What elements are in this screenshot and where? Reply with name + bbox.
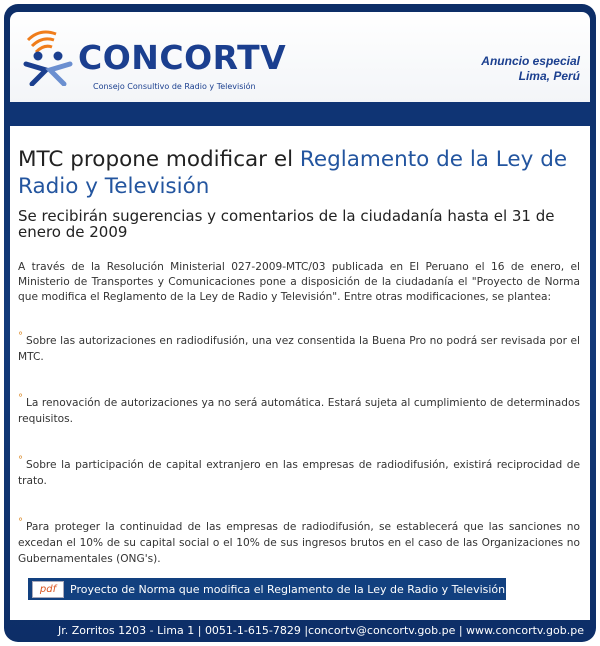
list-item bbox=[18, 333, 580, 365]
header bbox=[10, 12, 590, 102]
list-item bbox=[18, 457, 580, 489]
logo-wordmark: CONCORTV bbox=[78, 38, 287, 77]
list-item-text: La renovación de autorizaciones ya no será automática. Estará sujeta al cumplimiento de determinados requisitos. bbox=[18, 397, 580, 425]
list-item bbox=[18, 519, 580, 567]
footer-contact: Jr. Zorritos 1203 - Lima 1 | 0051-1-615-7829 |concortv@concortv.gob.pe | www.concortv.gob.pe bbox=[57, 623, 584, 637]
concortv-logo-icon bbox=[18, 26, 78, 86]
logo-subtitle: Consejo Consultivo de Radio y Televisión bbox=[93, 82, 256, 91]
pdf-download-link[interactable] bbox=[28, 578, 506, 600]
list-item-text: Sobre la participación de capital extranjero en las empresas de radiodifusión, existirá reciprocidad de trato. bbox=[18, 459, 580, 487]
subheadline: Se recibirán sugerencias y comentarios de la ciudadanía hasta el 31 de enero de 2009 bbox=[18, 207, 555, 241]
bullet-marker: ° bbox=[18, 455, 23, 467]
bullet-marker: ° bbox=[18, 331, 23, 343]
list-item-text: Sobre las autorizaciones en radiodifusión, una vez consentida la Buena Pro no podrá ser revisada por el MTC. bbox=[18, 335, 580, 363]
page-title bbox=[18, 146, 578, 200]
pdf-link-label: Proyecto de Norma que modifica el Reglamento de la Ley de Radio y Televisión bbox=[70, 582, 506, 596]
announcement-block bbox=[481, 54, 580, 84]
announcement-location: Lima, Perú bbox=[518, 69, 580, 83]
bullet-marker: ° bbox=[18, 393, 23, 405]
list-item bbox=[18, 395, 580, 427]
bullet-marker: ° bbox=[18, 517, 23, 529]
list-item-text: Para proteger la continuidad de las empresas de radiodifusión, se establecerá que las sanciones no excedan el 10% de su capital social o el 10% de sus ingresos brutos en el caso de las Organizaciones no Gubernamentales (ONG's). bbox=[18, 521, 580, 565]
announcement-label: Anuncio especial bbox=[481, 54, 580, 68]
headline-highlight: Reglamento de la Ley de Radio y Televisión bbox=[18, 147, 568, 199]
headline-lead: MTC propone modificar el bbox=[18, 147, 300, 172]
pdf-icon: pdf bbox=[32, 581, 64, 598]
intro-paragraph: A través de la Resolución Ministerial 027-2009-MTC/03 publicada en El Peruano el 16 de enero, el Ministerio de Transportes y Comunicaciones pone a disposición de la ciudadanía el "Proyecto de Norma que modifica el Reglamento de la Ley de Radio y Televisión". Entre otras modificaciones, se plantea: bbox=[18, 261, 580, 303]
header-bar bbox=[10, 102, 590, 126]
article-body bbox=[10, 126, 590, 620]
